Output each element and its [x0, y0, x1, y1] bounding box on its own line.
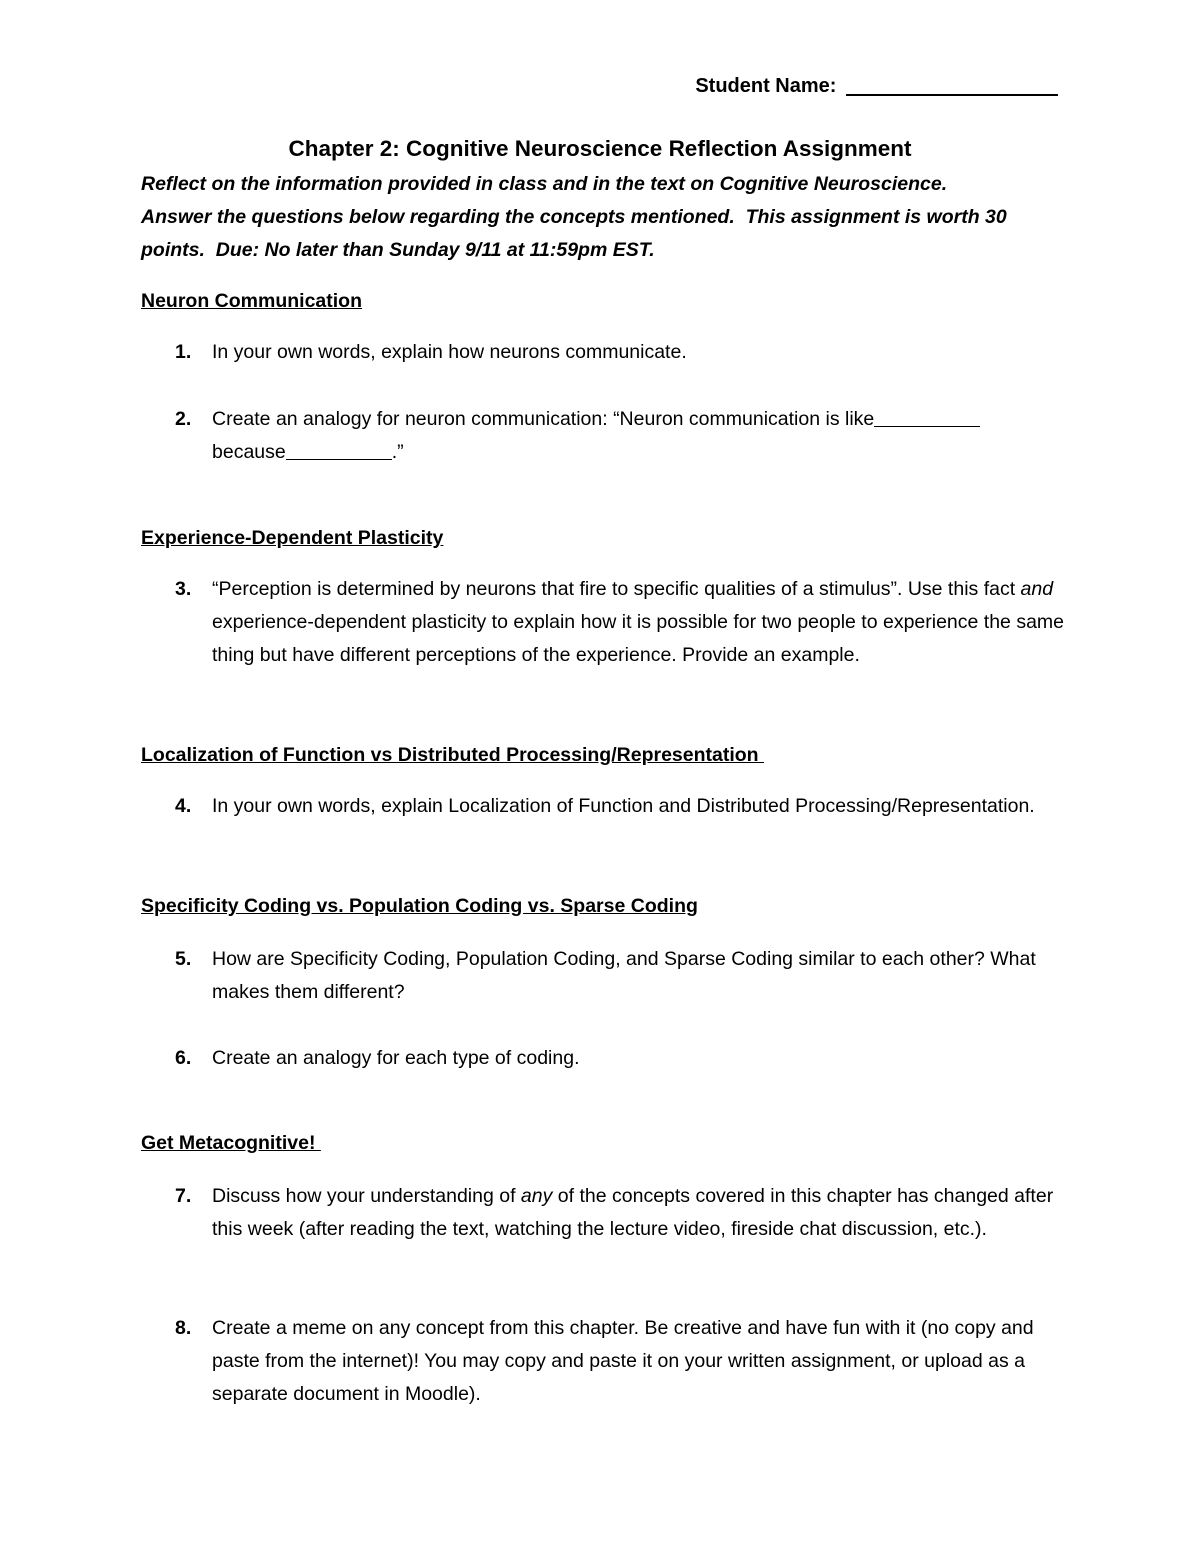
section-neuron-communication: [141, 288, 1071, 314]
question-number: 6.: [175, 1047, 192, 1069]
section-plasticity: [141, 525, 1071, 551]
question-5: [141, 943, 1071, 1009]
question-text: “Perception is determined by neurons that fire to specific qualities of a stimulus”. Use this fact and experience-dependent plasticity to explain how it is possible for two people to experience the same thing but have different perceptions of the experience. Provide an example.: [212, 578, 1065, 666]
question-text: Create an analogy for each type of coding.: [212, 1047, 580, 1069]
section-heading: Neuron Communication: [141, 290, 363, 312]
question-1: [141, 336, 1071, 369]
question-text: Create an analogy for neuron communication: “Neuron communication is like because .”: [212, 408, 980, 463]
student-name-label: Student Name:: [695, 75, 837, 97]
question-3: [141, 573, 1071, 672]
question-8: [141, 1312, 1071, 1411]
question-number: 8.: [175, 1317, 192, 1339]
question-7: [141, 1180, 1071, 1246]
question-text: In your own words, explain Localization of Function and Distributed Processing/Representation.: [212, 795, 1035, 817]
question-text: How are Specificity Coding, Population Coding, and Sparse Coding similar to each other? What makes them different?: [212, 948, 1036, 1003]
student-name-field: [695, 74, 1058, 98]
question-number: 3.: [175, 578, 192, 600]
section-metacognitive: [141, 1130, 1071, 1156]
question-4: [141, 790, 1071, 823]
section-localization: [141, 742, 1071, 768]
question-number: 1.: [175, 341, 192, 363]
question-text: Discuss how your understanding of any of the concepts covered in this chapter has changed after this week (after reading the text, watching the lecture video, fireside chat discussion, etc.).: [212, 1185, 1054, 1240]
page-title: Chapter 2: Cognitive Neuroscience Reflection Assignment: [288, 136, 912, 161]
section-heading: Experience-Dependent Plasticity: [141, 527, 444, 549]
student-name-blank[interactable]: [846, 74, 1058, 96]
analogy-blank-2[interactable]: [286, 441, 392, 460]
question-text: In your own words, explain how neurons communicate.: [212, 341, 687, 363]
intro-line-1: Reflect on the information provided in class and in the text on Cognitive Neuroscience.: [141, 173, 948, 195]
section-heading: Specificity Coding vs. Population Coding vs. Sparse Coding: [141, 895, 698, 917]
analogy-blank-1[interactable]: [874, 408, 980, 427]
intro-paragraph: [141, 168, 1071, 267]
section-heading: Localization of Function vs Distributed Processing/Representation: [141, 744, 765, 766]
section-heading: Get Metacognitive!: [141, 1132, 321, 1154]
question-number: 2.: [175, 408, 192, 430]
intro-line-3: points. Due: No later than Sunday 9/11 at 11:59pm EST.: [141, 239, 655, 261]
question-number: 5.: [175, 948, 192, 970]
question-text: Create a meme on any concept from this chapter. Be creative and have fun with it (no copy and paste from the internet)! You may copy and paste it on your written assignment, or upload as a separate document in Moodle).: [212, 1317, 1034, 1405]
question-2: [141, 403, 1071, 469]
question-number: 4.: [175, 795, 192, 817]
intro-line-2: Answer the questions below regarding the concepts mentioned. This assignment is worth 30: [141, 206, 1007, 228]
section-coding: [141, 893, 1071, 919]
question-number: 7.: [175, 1185, 192, 1207]
question-6: [141, 1042, 1071, 1075]
